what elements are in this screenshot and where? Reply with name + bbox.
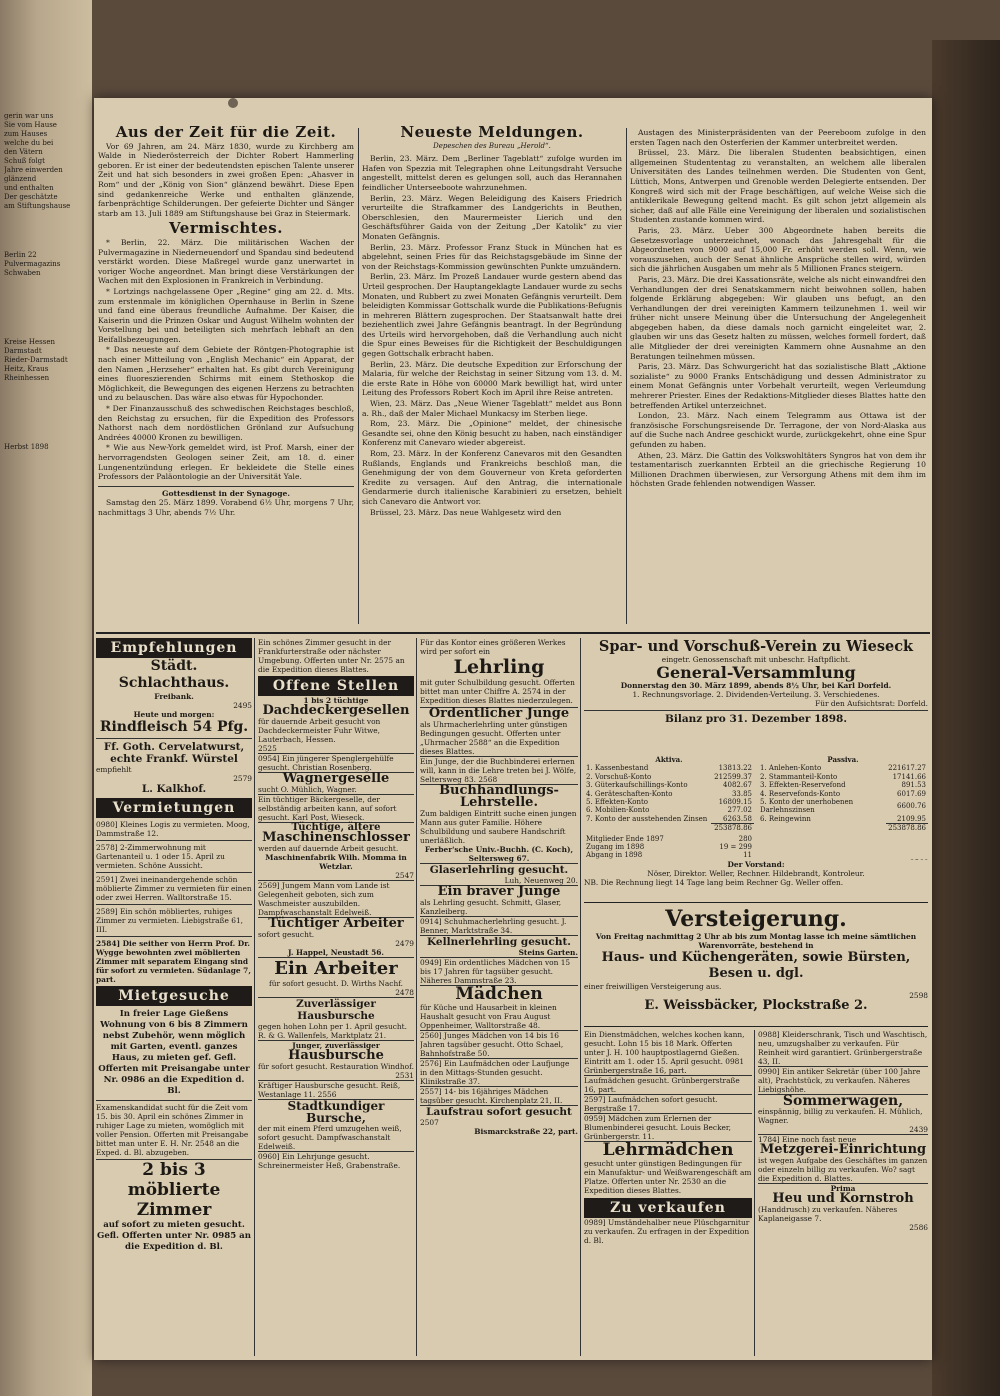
bilanz-aktiva bbox=[584, 756, 754, 860]
bilanz-aktiva-header: Aktiva. bbox=[655, 755, 683, 764]
news-item: Athen, 23. März. Die Gattin des Volkswohltäters Syngros hat von dem ihr testamentarisch zuerkannten Erbteil an die griechische Regierung 10 Millionen Drachmen überwiesen, zur Versorgung Athens mit dem ihm im höchsten Grade fehlenden notwendigen Wasser. bbox=[630, 450, 926, 489]
ad-hausbursche-text: gegen hohen Lohn per 1. April gesucht. R. & G. Wallenfels, Marktplatz 21. bbox=[258, 1022, 407, 1040]
ad-versteigerung-big: Haus- und Küchengeräten, sowie Bürsten, Besen u. dgl. bbox=[601, 950, 911, 981]
ad-schlosser-line1: Tüchtige, ältere bbox=[291, 822, 381, 833]
ad-number: 2586 bbox=[909, 1223, 928, 1232]
news-item: Paris, 23. März. Das Schwurgericht hat das sozialistische Blatt „Aktione sozialiste“ zu 9000 Franks Entschädigung und dessen Administrator zu einem Monat Gefängnis unter Vorbehalt verurteilt, wegen Verleumdung mehrerer Priester. Eines der Redaktions-Mitglieder dieses Blattes hatte den betreffenden Artikel unterzeichnet. bbox=[630, 362, 926, 410]
ads-column-a bbox=[96, 638, 252, 1356]
table-row: 1. Kassenbestand 13813.22 bbox=[586, 764, 752, 773]
column-rule bbox=[358, 128, 359, 624]
ad-heu-text: (Handdrusch) zu verkaufen. Näheres Kaplaneigasse 7. bbox=[758, 1205, 898, 1223]
table-row: 2. Stammanteil-Konto 17141.66 bbox=[760, 772, 926, 781]
table-row: 253878.86 bbox=[888, 824, 926, 833]
ad-hausbursche3: Kräftiger Hausbursche gesucht. Reiß, Westanlage 11. 2556 bbox=[258, 1081, 401, 1099]
ad-wuerstel: echte Frankf. Würstel bbox=[110, 753, 238, 765]
table-row: 5. Konto der unerhobenen Darlehnszinsen 6600.76 bbox=[760, 798, 926, 815]
adjacent-page-text: gerin war uns Sie vom Hause zum Hauses welche du bei den Vätern Schuß folgt Jahre einwerden glänzend und enthalten Der geschätzte am Stiftungshause Berlin 22 Pulvermagazins Schwaben Kreise Hessen Darmstadt Rieder-Darmstadt Heitz, Kraus Rheinhessen Herbst 1898 bbox=[4, 112, 71, 451]
column-rule bbox=[580, 638, 581, 1356]
news-item: Wien, 23. März. Das „Neue Wiener Tageblatt“ meldet aus Bonn a. Rh., daß der Maler Michael Munkacsy im Sterben liege. bbox=[362, 399, 622, 418]
ad-laufmaedchen2: Laufmädchen gesucht. Grünbergerstraße 16, part. bbox=[584, 1076, 740, 1094]
ad-lehrmaedchen-title: Lehrmädchen bbox=[602, 1140, 734, 1160]
table-row: 5. Effekten-Konto 16809.15 bbox=[586, 798, 752, 807]
ad-hausbursche-title: Zuverlässiger Hausbursche bbox=[296, 998, 376, 1022]
ad-baecker: Ein tüchtiger Bäckergeselle, der selbständig arbeiten kann, auf sofort gesucht. Karl Post, Wieseck. bbox=[258, 795, 397, 822]
ad-versteigerung-text: Von Freitag nachmittag 2 Uhr ab bis zum Montag lasse ich meine sämtlichen Warenvorräte, bestehend in bbox=[595, 932, 917, 950]
binding-hole bbox=[228, 98, 238, 108]
ad-count: 1 bis 2 tüchtige bbox=[303, 696, 369, 705]
ad-number: 2579 bbox=[233, 774, 252, 783]
ad-number: 2598 bbox=[909, 991, 928, 1000]
ads-column-b bbox=[258, 638, 414, 1356]
ad-zimmer-gesucht: Ein schönes Zimmer gesucht in der Frankfurterstraße oder nächster Umgebung. Offerten unter Nr. 2575 an die Expedition dieses Blattes. bbox=[258, 638, 405, 674]
ad-zimmer-text: auf sofort zu mieten gesucht. Gefl. Offerten unter Nr. 0985 an die Expedition d. Bl. bbox=[96, 1220, 251, 1252]
ad-number: 2547 bbox=[395, 871, 414, 880]
news-item: Paris, 23. März. Die drei Kassationsräte, welche als nicht einwandfrei den Verhandlungen der drei Senatskammern nicht beiwohnen sollen, haben folgende Erklärung abgegeben: Wir glauben uns befugt, an den Verhandlungen der drei vereinigten Kammern teilzunehmen 1. weil wir früher nicht unsere Meinung über die Untersuchung der Angelegenheit abgegeben haben, da diese damals noch garnicht eingeleitet war, 2. glauben wir uns das Gesetz halten zu müssen, welches formell fordert, daß alle Mitglieder der drei vereinigten Kammern ohne Ausnahme an den Beratungen teilnehmen müssen. bbox=[630, 274, 926, 361]
ad-schlosser-text: werden auf dauernde Arbeit gesucht. bbox=[258, 844, 399, 853]
subheading-depeschen: Depeschen des Bureau „Herold“. bbox=[433, 141, 551, 150]
ad-number: 2479 bbox=[395, 939, 414, 948]
news-item: Berlin, 23. März. Die deutsche Expedition zur Erforschung der Malaria, für welche der Reichstag in seiner Sitzung vom 13. d. M. die erste Rate in Höhe von 60000 Mark bewilligt hat, wird unter Leitung des Professors Robert Koch im April ihre Reise antreten. bbox=[362, 359, 622, 398]
ad-zimmer-title: 2 bis 3 möblierte bbox=[127, 1160, 221, 1200]
article-lortzing: * Lortzings nachgelassene Oper „Regine“ ging am 22. d. Mts. zum erstenmale im königlichen Opernhause in Berlin in Szene und fand eine überaus freundliche Aufnahme. Der Kaiser, die Kaiserin und die Prinzen Oskar und August Wilhelm wohnten der Vorstellung bei und beteiligten sich mehrfach lebhaft an den Beifallsbezeugungen. bbox=[98, 286, 354, 344]
ad-weissbaecker: E. Weissbäcker, Plockstraße 2. bbox=[644, 998, 868, 1013]
ad-hausbursche2-title: Hausbursche bbox=[288, 1048, 384, 1063]
ad-schlachthaus-title: Städt. Schlachthaus. bbox=[118, 658, 230, 691]
bilanz-passiva-header: Passiva. bbox=[827, 755, 859, 764]
heading-neueste-meldungen: Neueste Meldungen. bbox=[400, 126, 584, 141]
ad-happel: J. Happel, Neustadt 56. bbox=[287, 948, 385, 957]
ad-dachdecker-text: für dauernde Arbeit gesucht von Dachdeckermeister Fuhr Witwe, Lauterbach, Hessen. bbox=[258, 717, 381, 744]
column-rule bbox=[754, 1030, 755, 1356]
ad-heu-line1: Prima bbox=[830, 1184, 856, 1193]
bilanz-passiva bbox=[758, 756, 928, 860]
bilanz-vorstand-title: Der Vorstand: bbox=[727, 860, 785, 869]
newspaper-page bbox=[94, 98, 932, 1360]
ad-waschmeister: 2569] Jungem Mann vom Lande ist Gelegenheit geboten, sich zum Waschmeister auszubilden. Dampfwaschanstalt Edelweiß. bbox=[258, 881, 390, 917]
ad-metzgerei-text: ist wegen Aufgabe des Geschäftes im ganzen oder einzeln billig zu verkaufen. Wo? sagt die Expedition d. Blattes. bbox=[758, 1156, 928, 1183]
news-item: Paris, 23. März. Ueber 300 Abgeordnete haben bereits die Gesetzesvorlage unterzeichnet, wonach das Jahresgehalt für die Abgeordneten von 9000 auf 15,000 Fr. erhöht werden soll. Wenn, wie vorauszusehen, auch der Senat ähnliche Ansprüche stellen wird, würden sich die jährlichen Ausgaben um mehr als 5 Millionen Francs steigern. bbox=[630, 225, 926, 274]
news-item: Rom, 23. März. Die „Opinione“ meldet, der chinesische Gesandte sei, ohne den König besucht zu haben, nach einständiger Konferenz mit Canevaro wieder abgereist. bbox=[362, 419, 622, 448]
ad-braver-junge-text: als Lehrling gesucht. Schmitt, Glaser, Kanzleiberg. bbox=[420, 898, 562, 916]
ad-lehrling-text: mit guter Schulbildung gesucht. Offerten bittet man unter Chiffre A. 2574 in der Expedition dieses Blattes niederzulegen. bbox=[420, 678, 575, 705]
header-vermietungen: Vermietungen bbox=[96, 798, 252, 818]
ad-number: 2525 bbox=[258, 744, 277, 753]
heading-vermischtes: Vermischtes. bbox=[169, 219, 283, 238]
section-divider bbox=[96, 632, 930, 634]
ad-sparverein-sign: Für den Aufsichtsrat: Dorfeld. bbox=[815, 699, 928, 708]
ad-metzgerei-title: Metzgerei-Einrichtung bbox=[759, 1142, 927, 1157]
book-cover-edge bbox=[932, 40, 1000, 1396]
ad-sparverein bbox=[584, 638, 928, 860]
ad-vermietung: 2584] Die seither von Herrn Prof. Dr. Wygge bewohnten zwei möblierten Zimmer mit separatem Eingang sind für sofort zu vermieten. Südanlage 7, part. bbox=[96, 939, 251, 984]
table-row: 1. Anlehen-Konto 221617.27 bbox=[760, 764, 926, 773]
ad-glaser-text: Luh, Neuenweg 20. bbox=[504, 876, 578, 885]
article-hammerling: Vor 69 Jahren, am 24. März 1830, wurde zu Kirchberg am Walde in Niederösterreich der Dichter Robert Hammerling geboren. Er ist einer der bedeutendsten epischen Talente unserer Zeit und hat sich besonders in zwei großen Epen: „Ahasver in Rom“ und der „König von Sion“ glänzend bewährt. Diese Epen sind gedankenreiche Werke und enthalten glänzende, farbenprächtige Schilderungen. Der gefeierte Dichter und Sänger starb am 13. Juli 1889 am Stiftungshause bei Graz in Steiermark. bbox=[98, 141, 354, 218]
ad-arbeiter-title: Tüchtiger Arbeiter bbox=[268, 916, 404, 931]
ad-lehrling-title: Lehrling bbox=[453, 656, 545, 678]
table-row: Zugang im 1898 19 = 299 bbox=[586, 843, 752, 852]
ad-ein-arbeiter-text: für sofort gesucht. D. Wirths Nachf. bbox=[268, 979, 404, 988]
ad-freibank: Freibank. bbox=[154, 692, 194, 701]
table-row: 3. Güterkaufschillings-Konto 4082.67 bbox=[586, 781, 752, 790]
ad-rindfleisch: Rindfleisch 54 Pfg. bbox=[99, 719, 249, 735]
ad-laufmaedchen: 2576] Ein Laufmädchen oder Laufjunge in den Mittags-Stunden gesucht. Klinikstraße 37. bbox=[420, 1059, 570, 1086]
header-empfehlungen: Empfehlungen bbox=[96, 638, 252, 658]
ad-sparverein-agenda: 1. Rechnungsvorlage. 2. Dividenden-Verteilung. 3. Verschiedenes. bbox=[632, 690, 880, 699]
ad-maedchen-1416: 2557] 14- bis 16jähriges Mädchen tagsüber gesucht. Kirchenplatz 21, II. bbox=[420, 1087, 563, 1105]
ad-number: 2478 bbox=[395, 988, 414, 997]
ad-sparverein-title: Spar- und Vorschuß-Verein zu Wieseck bbox=[598, 638, 914, 655]
synagogue-title: Gottesdienst in der Synagoge. bbox=[98, 486, 354, 499]
ad-lehrmaedchen-text: gesucht unter günstigen Bedingungen für ein Manufaktur- und Weißwarengeschäft am Platze. Offerten unter Nr. 2530 an die Expedition dieses Blattes. bbox=[584, 1159, 752, 1195]
ad-vermietung: 2589] Ein schön möbliertes, ruhiges Zimmer zu vermieten. Liebigstraße 61, III. bbox=[96, 907, 243, 934]
ad-junge-title: Ordentlicher Junge bbox=[428, 706, 570, 721]
ad-vermietung: 0980] Kleines Logis zu vermieten. Moog, Dammstraße 12. bbox=[96, 820, 250, 838]
column-zeit-vermischtes bbox=[98, 126, 354, 626]
ad-maedchen-title: Mädchen bbox=[455, 984, 543, 1004]
ad-wagner-text: sucht O. Mühlich, Wagner. bbox=[258, 785, 357, 794]
ad-bursche-text: der mit einem Pferd umzugehen weiß, sofort gesucht. Dampfwaschanstalt Edelweiß. bbox=[258, 1124, 402, 1151]
header-mietgesuche: Mietgesuche bbox=[96, 986, 252, 1006]
column-neueste-meldungen bbox=[362, 126, 622, 626]
ads-column-d bbox=[584, 1030, 752, 1356]
news-item: Austagen des Ministerpräsidenten van der Peereboom zufolge in den ersten Tagen nach den Osterferien der Kammer unterbreitet werden. bbox=[630, 128, 926, 147]
adjacent-page-edge bbox=[0, 0, 92, 1396]
ad-ein-arbeiter-title: Ein Arbeiter bbox=[274, 958, 398, 979]
bilanz-title: Bilanz pro 31. Dezember 1898. bbox=[665, 713, 847, 725]
ad-schuhmacher: 0914] Schuhmacherlehrling gesucht. J. Benner, Marktstraße 34. bbox=[420, 917, 567, 935]
header-offene-stellen: Offene Stellen bbox=[258, 676, 414, 696]
table-row: Abgang in 1898 11 bbox=[586, 851, 752, 860]
ads-column-e bbox=[758, 1030, 928, 1356]
ad-maedchen-text: für Küche und Hausarbeit in kleinen Haushalt gesucht von Frau August Oppenheimer, Walltorstraße 48. bbox=[420, 1003, 557, 1030]
ad-spengler: 0954] Ein jüngerer Spenglergehülfe gesucht. Christian Rosenberg. bbox=[258, 754, 394, 772]
table-row: 3. Effekten-Reservefond 891.53 bbox=[760, 781, 926, 790]
table-row: 4. Geräteschaften-Konto 33.85 bbox=[586, 789, 752, 798]
column-rule bbox=[626, 128, 627, 624]
ad-dachdecker-title: Dachdeckergesellen bbox=[262, 703, 410, 718]
table-row: Mitglieder Ende 1897 280 bbox=[586, 834, 752, 843]
ad-buchhandlung-firm: Ferber'sche Univ.-Buchh. (C. Koch), Seltersweg 67. bbox=[424, 845, 574, 863]
ad-maedchen-tagsueber: 0949] Ein ordentliches Mädchen von 15 bis 17 Jahren für tagsüber gesucht. Näheres Dammstraße 23. bbox=[420, 958, 571, 985]
ad-heute: Heute und morgen: bbox=[133, 710, 215, 719]
ad-kleiderschrank: 0988] Kleiderschrank, Tisch und Waschtisch, neu, umzugshalber zu verkaufen. Für Reinheit wird garantiert. Grünbergerstraße 43, II. bbox=[758, 1030, 928, 1066]
ad-sommerwagen-text: einspännig, billig zu verkaufen. H. Mühlich, Wagner. bbox=[758, 1107, 923, 1125]
ad-examenskandidat: Examenskandidat sucht für die Zeit vom 15. bis 30. April ein schönes Zimmer in ruhiger Lage zu mieten, womöglich mit voller Pension. Offerten mit Preisangabe bittet man unter E. H. Nr. 2548 an die Exped. d. Bl. abzugeben. bbox=[96, 1103, 249, 1157]
ad-buchhandlung-title: Buchhandlungs-Lehrstelle. bbox=[439, 783, 559, 810]
news-item: Brüssel, 23. März. Die liberalen Studenten beabsichtigen, einen allgemeinen Studententag zu veranstalten, an welchem alle liberalen Universitäten des Landes teilnehmen werden. Die Studenten von Gent, Lüttich, Mons, Antwerpen und Grenoble werden Delegierte entsenden. Der Kongreß wird sich mit der Frage beschäftigen, auf welche Weise sich die antiklerikale Bewegung geltend macht. Es gilt schon jetzt allgemein als sicher, daß auf alle Fälle eine Vereinigung der liberalen und sozialistischen Studenten zustande kommen wird. bbox=[630, 148, 926, 225]
ad-glaser-title: Glaserlehrling gesucht. bbox=[429, 864, 569, 876]
article-marsh: * Wie aus New-York gemeldet wird, ist Prof. Marsh, einer der hervorragendsten Geologen seiner Zeit, am 18. d. einer Lungenentzündung erlegen. Er bekleidete die Stelle eines Professors der Paläontologie an der Universität Yale. bbox=[98, 443, 354, 482]
ad-vermietung: 2591] Zwei ineinandergehende schön möblierte Zimmer zu vermieten für einen oder zwei Herren. Walltorstraße 15. bbox=[96, 875, 252, 902]
ad-dienstmaedchen: Ein Dienstmädchen, welches kochen kann, gesucht. Lohn 15 bis 18 Mark. Offerten unter J. H. 100 hauptpostlagernd Gießen. Eintritt am 1. oder 15. April gesucht. 0981 Grünbergerstraße 16, part. bbox=[584, 1030, 745, 1075]
ad-wagner-title: Wagnergeselle bbox=[282, 771, 390, 786]
ad-kellner-title: Kellnerlehrling gesucht. bbox=[427, 936, 571, 948]
ad-laufstrau-title: Laufstrau sofort gesucht bbox=[426, 1106, 572, 1118]
table-row: 2. Vorschuß-Konto 212599.37 bbox=[586, 772, 752, 781]
news-item: Rom, 23. März. In der Konferenz Canevaros mit den Gesandten Rußlands, Englands und Frankreichs beschloß man, die Genehmigung der von dem Gouverneur von Kreta geforderten Kredite zu versagen. Auf den Antrag, die internationale Gendarmerie durch italienische Karabinieri zu ersetzen, behielt sich Canevaro die Antwort vor. bbox=[362, 449, 622, 506]
news-item: Berlin, 23. März. Dem „Berliner Tageblatt“ zufolge wurden im Hafen von Spezzia mit Telegraphen ohne Leitungsdraht Versuche angestellt, mittelst deren es gelungen soll, auch das Herannahen feindlicher Unterseeboote wahrzunehmen. bbox=[362, 154, 622, 192]
ad-cervelatwurst: Ff. Goth. Cervelatwurst, bbox=[103, 741, 245, 753]
ad-vermietung: 2578] 2-Zimmerwohnung mit Gartenanteil u. 1 oder 15. April zu vermieten. Schöne Aussicht. bbox=[96, 843, 225, 870]
ad-braver-junge-title: Ein braver Junge bbox=[437, 884, 561, 899]
ad-kellner-text: Steins Garten. bbox=[518, 948, 578, 957]
ad-junge-text: als Uhrmacherlehrling unter günstigen Bedingungen gesucht. Offerten unter „Uhrmacher 2588“ an die Expedition dieses Blattes. bbox=[420, 720, 568, 756]
ad-number: 2495 bbox=[233, 701, 252, 710]
ad-number: 2507 bbox=[420, 1118, 439, 1127]
ad-kalkhof: L. Kalkhof. bbox=[141, 783, 207, 795]
ad-sekretaer: 0990] Ein antiker Sekretär (über 100 Jahre alt), Prachtstück, zu verkaufen. Näheres Liebigshöhe. bbox=[758, 1067, 921, 1094]
ad-buchhandlung-text: Zum baldigen Eintritt suche einen jungen Mann aus guter Familie. Höhere Schulbildung und saubere Handschrift unerläßlich. bbox=[420, 809, 577, 845]
ad-generalversammlung: General-Versammlung bbox=[656, 663, 856, 682]
news-item: Berlin, 23. März. Wegen Beleidigung des Kaisers Friedrich verurteilte die Strafkammer des Landgerichts in Beuthen, Oberschlesien, den Maurermeister Lierich und den Geschäftsführer Gaida von der Zeitung „Der Katolik“ zu vier Monaten Gefängnis. bbox=[362, 193, 622, 241]
ad-sparverein-when: Donnerstag den 30. März 1899, abends 8½ Uhr, bei Karl Dorfeld. bbox=[620, 681, 892, 690]
news-item: London, 23. März. Nach einem Telegramm aus Ottawa ist der französische Forschungsreisende Dr. Terragone, der von Nord-Alaska aus auf die Suche nach Andree geschickt wurde, zurückgekehrt, ohne eine Spur gefunden zu haben. bbox=[630, 411, 926, 449]
ad-versteigerung bbox=[584, 906, 928, 1024]
table-row: 253878.86 bbox=[584, 824, 754, 833]
column-rule bbox=[254, 638, 255, 1356]
ad-laufmaedchen3: 2597] Laufmädchen sofort gesucht. Bergstraße 17. bbox=[584, 1095, 718, 1113]
ad-hausbursche2-line1: Junger, zuverlässiger bbox=[292, 1041, 380, 1050]
ad-metzgerei-intro: 1784] Eine noch fast neue bbox=[758, 1135, 857, 1144]
bilanz-vorstand bbox=[584, 860, 928, 900]
ad-hausbursche2-text: für sofort gesucht. Restauration Windhof. bbox=[258, 1062, 414, 1071]
synagogue-text: Samstag den 25. März 1899. Vorabend 6½ Uhr, morgens 7 Uhr, nachmittags 3 Uhr, abends 7½ Uhr. bbox=[98, 498, 354, 517]
ad-wohnung-gesucht: In freier Lage Gießens Wohnung von 6 bis 8 Zimmern nebst Zubehör, wenn möglich mit Garten, eventl. ganzes Haus, zu mieten gef. Gefl. Offerten mit Preisangabe unter Nr. 0986 an die Expedition d. Bl. bbox=[98, 1009, 250, 1096]
ad-blumenbinderei: 0959] Mädchen zum Erlernen der Blumenbinderei gesucht. Louis Becker, Grünbergerstr. 11. bbox=[584, 1114, 731, 1141]
article-roentgen: * Das neueste auf dem Gebiete der Röntgen-Photographie ist nach einer Mitteilung von „English Mechanic“ ein Apparat, der den Namen „Herzseher“ erhalten hat. Es gibt durch Vereinigung eines fluoreszierenden Schirms mit einem Stethoskop die Möglichkeit, die Bewegungen des eigenen Herzens zu betrachten und zu belauschen. Das wäre also etwas für Hypochonder. bbox=[98, 345, 354, 403]
ad-number: 2531 bbox=[395, 1071, 414, 1080]
table-row: 6. Reingewinn 2109.95 bbox=[760, 814, 926, 824]
ad-schlosser-title: Maschinenschlosser bbox=[262, 830, 410, 845]
ad-empfiehlt: empfiehlt bbox=[96, 765, 132, 774]
ad-versteigerung-title: Versteigerung. bbox=[665, 906, 847, 932]
table-row: 7. Konto der ausstehenden Zinsen 6263.58 bbox=[586, 814, 752, 824]
ad-divider bbox=[584, 902, 928, 903]
table-row: 4. Reservefonds-Konto 6017.69 bbox=[760, 789, 926, 798]
ad-buchbinder: Ein Junge, der die Buchbinderei erlernen will, kann in die Lehre treten bei J. Wölfe, Seltersweg 83. 2568 bbox=[420, 757, 577, 784]
news-item: Berlin, 23. März. Professor Franz Stuck in München hat es abgelehnt, seinen Fries für das Reichstagsgebäude im Sinne der von der Reichstags-Kommission gewünschten Punkte umzuändern. bbox=[362, 242, 622, 271]
ad-schlosser-firm: Maschinenfabrik Wilh. Momma in Wetzlar. bbox=[265, 853, 407, 871]
article-finanzausschuss: * Der Finanzausschuß des schwedischen Reichstages beschloß, den Reichstag zu ersuchen, für die Expedition des Professors Nathorst nach dem nordöstlichen Grönland zur Aufsuchung Andrées 40000 Kronen zu bewilligen. bbox=[98, 404, 354, 442]
ad-laufstrau-addr: Bismarckstraße 22, part. bbox=[474, 1127, 578, 1136]
ad-junges-maedchen: 2560] Junges Mädchen von 14 bis 16 Jahren tagsüber gesucht. Otto Schael, Bahnhofstraße 50. bbox=[420, 1031, 564, 1058]
news-item: Berlin, 23. März. Im Prozeß Landauer wurde gestern abend das Urteil gesprochen. Der Hauptangeklagte Landauer wurde zu sechs Monaten, und Rubbert zu zwei Monaten Gefängnis verurteilt. Dem beleidigten Kommissar Gottschalk wurde die Publikations-Befugnis in mehreren Blättern zugesprochen. Der Staatsanwalt hatte drei beziehentlich zwei Jahre Gefängnis beantragt. In der Begründung des Urteils wird hervorgehoben, daß die Verhandlung auch nicht die Spur eines Beweises für die Richtigkeit der Beschuldigungen gegen Gottschalk erbracht haben. bbox=[362, 272, 622, 359]
column-rule bbox=[416, 638, 417, 1356]
ad-pluesch: 0989] Umständehalber neue Plüschgarnitur zu verkaufen. Zu erfragen in der Expedition d. Bl. bbox=[584, 1218, 750, 1245]
ad-sommerwagen-title: Sommerwagen, bbox=[782, 1093, 904, 1109]
bilanz-vorstand-names: Nöser, Direktor. Weller, Rechner. Hildebrandt, Kontroleur. bbox=[647, 869, 865, 878]
news-item: Brüssel, 23. März. Das neue Wahlgesetz wird den bbox=[370, 507, 562, 517]
ad-zimmer-title2: Zimmer bbox=[136, 1200, 212, 1220]
ad-divider bbox=[584, 1026, 928, 1027]
ad-heu-title: Heu und Kornstroh bbox=[772, 1191, 914, 1206]
ad-kontor-intro: Für das Kontor eines größeren Werkes wird per sofort ein bbox=[420, 638, 566, 656]
ad-sparverein-sub: eingetr. Genossenschaft mit unbeschr. Haftpflicht. bbox=[661, 655, 851, 664]
header-zu-verkaufen: Zu verkaufen bbox=[584, 1198, 752, 1218]
heading-aus-der-zeit: Aus der Zeit für die Zeit. bbox=[115, 126, 337, 141]
ad-bursche-title: Stadtkundiger Bursche, bbox=[287, 1099, 385, 1125]
article-berlin-pulver: * Berlin, 22. März. Die militärischen Wachen der Pulvermagazine in Niederneuendorf und Spandau sind bedeutend verstärkt worden. Diese Maßregel wurde ganz unerwartet in voriger Woche angeordnet. Man bringt diese Verstärkungen der Wachen mit den Explosionen in Frankreich in Verbindung. bbox=[98, 237, 354, 286]
column-meldungen-continued bbox=[630, 128, 926, 626]
ad-number: 2439 bbox=[909, 1125, 928, 1134]
bilanz-nb: NB. Die Rechnung liegt 14 Tage lang beim Rechner Gg. Weller offen. bbox=[584, 878, 844, 887]
ad-arbeiter-text: sofort gesucht. bbox=[258, 930, 315, 939]
ad-lehrjunge: 0960] Ein Lehrjunge gesucht. Schreinermeister Heß, Grabenstraße. bbox=[258, 1152, 401, 1170]
table-row: 6. Mobilien-Konto 277.02 bbox=[586, 806, 752, 815]
ad-versteigerung-text2: einer freiwilligen Versteigerung aus. bbox=[584, 982, 722, 991]
ads-column-c bbox=[420, 638, 578, 1356]
